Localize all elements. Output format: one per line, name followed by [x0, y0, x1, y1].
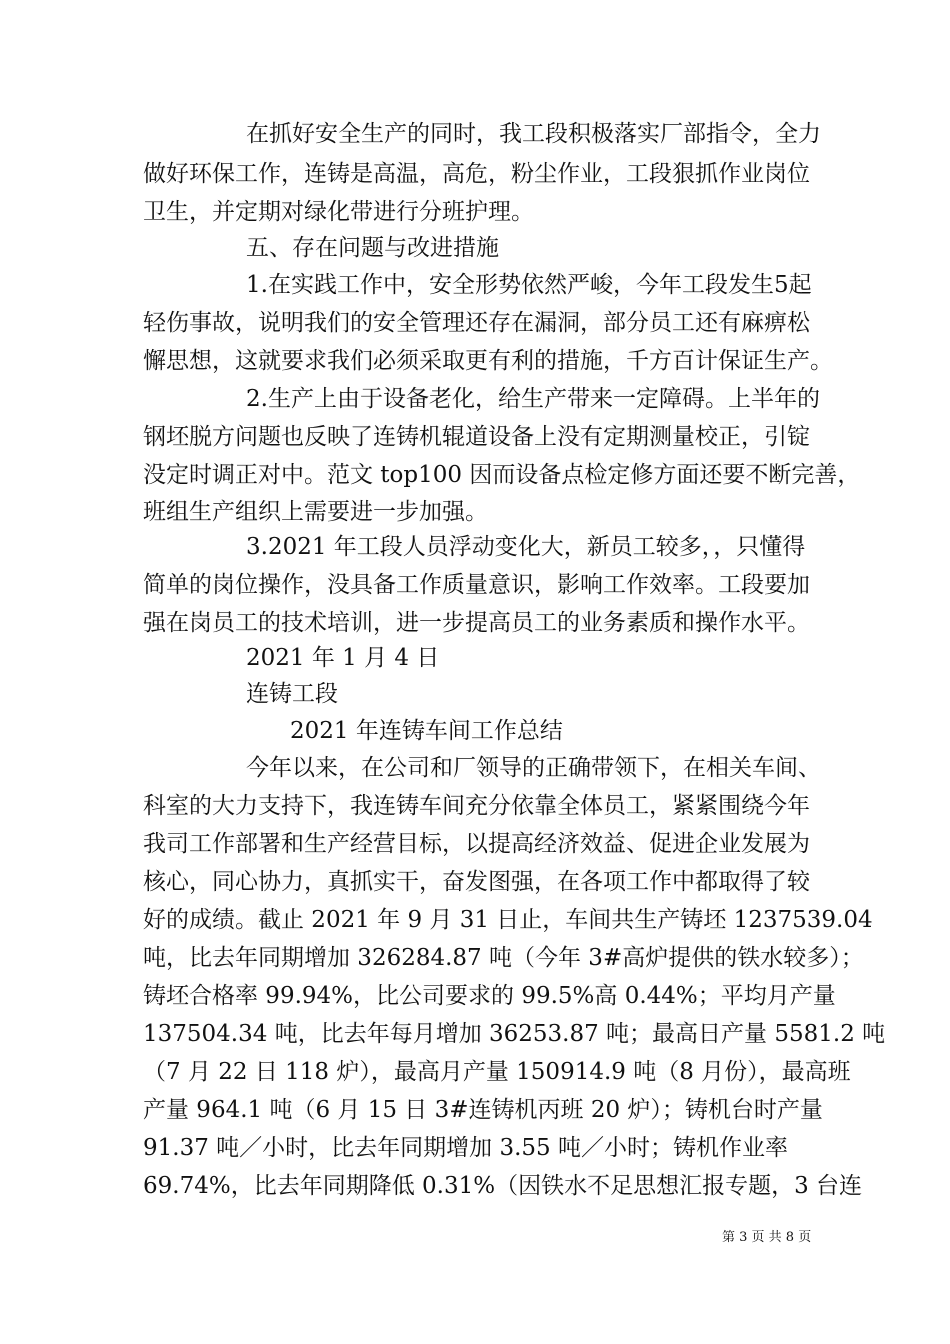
paragraph-line: 铸坯合格率 99.94%，比公司要求的 99.5%高 0.44%；平均月产量 [143, 983, 836, 1009]
paragraph-line: 91.37 吨／小时，比去年同期增加 3.55 吨／小时；铸机作业率 [143, 1135, 788, 1161]
paragraph-line: （7 月 22 日 118 炉），最高月产量 150914.9 吨（8 月份），最高班 [143, 1059, 851, 1085]
paragraph-line: 简单的岗位操作，没具备工作质量意识，影响工作效率。工段要加 [143, 572, 810, 598]
paragraph-line: 做好环保工作，连铸是高温，高危，粉尘作业，工段狠抓作业岗位 [143, 161, 810, 187]
section-heading: 五、存在问题与改进措施 [246, 235, 499, 261]
page-number: 第 3 页 共 8 页 [722, 1230, 812, 1245]
paragraph-line: 137504.34 吨，比去年每月增加 36253.87 吨；最高日产量 5581.2 吨 [143, 1021, 886, 1047]
paragraph-line: 懈思想，这就要求我们必须采取更有利的措施，千方百计保证生产。 [143, 348, 833, 374]
paragraph-line: 好的成绩。截止 2021 年 9 月 31 日止，车间共生产铸坯 1237539.04 [143, 907, 873, 933]
paragraph-line: 1.在实践工作中，安全形势依然严峻，今年工段发生5起 [246, 272, 812, 298]
paragraph-line: 钢坯脱方问题也反映了连铸机辊道设备上没有定期测量校正，引锭 [143, 424, 810, 450]
paragraph-line: 今年以来，在公司和厂领导的正确带领下，在相关车间、 [246, 755, 821, 781]
document-title: 2021 年连铸车间工作总结 [290, 718, 563, 744]
paragraph-line: 产量 964.1 吨（6 月 15 日 3#连铸机丙班 20 炉）；铸机台时产量 [143, 1097, 823, 1123]
paragraph-line: 卫生，并定期对绿化带进行分班护理。 [143, 199, 534, 225]
paragraph-line: 3.2021 年工段人员浮动变化大，新员工较多，，只懂得 [246, 534, 806, 560]
paragraph-line: 强在岗员工的技术培训，进一步提高员工的业务素质和操作水平。 [143, 610, 810, 636]
paragraph-line: 核心，同心协力，真抓实干，奋发图强，在各项工作中都取得了较 [143, 869, 810, 895]
date-line: 2021 年 1 月 4 日 [246, 645, 440, 671]
paragraph-line: 没定时调正对中。范文 top100 因而设备点检定修方面还要不断完善， [143, 462, 861, 488]
paragraph-line: 科室的大力支持下，我连铸车间充分依靠全体员工，紧紧围绕今年 [143, 793, 810, 819]
paragraph-line: 吨，比去年同期增加 326284.87 吨（今年 3#高炉提供的铁水较多）； [143, 945, 864, 971]
paragraph-line: 2.生产上由于设备老化，给生产带来一定障碍。上半年的 [246, 386, 820, 412]
paragraph-line: 轻伤事故，说明我们的安全管理还存在漏洞，部分员工还有麻痹松 [143, 310, 810, 336]
paragraph-line: 69.74%，比去年同期降低 0.31%（因铁水不足思想汇报专题，3 台连 [143, 1173, 863, 1199]
signature-line: 连铸工段 [246, 681, 338, 707]
paragraph-line: 我司工作部署和生产经营目标，以提高经济效益、促进企业发展为 [143, 831, 810, 857]
paragraph-line: 在抓好安全生产的同时，我工段积极落实厂部指令，全力 [246, 121, 821, 147]
paragraph-line: 班组生产组织上需要进一步加强。 [143, 499, 488, 525]
